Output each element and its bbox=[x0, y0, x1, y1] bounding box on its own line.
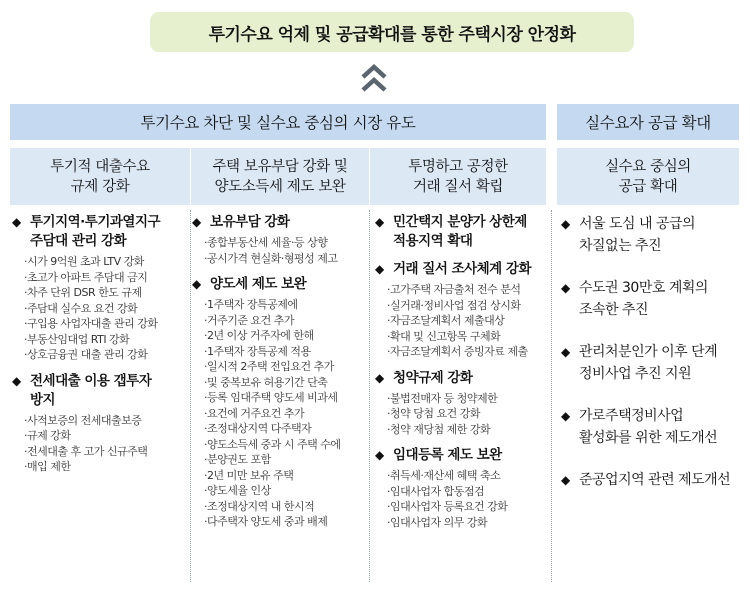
policy-measure-list bbox=[387, 282, 547, 360]
policy-section-title bbox=[192, 213, 368, 232]
policy-section-text bbox=[30, 213, 190, 251]
item-prefix: · bbox=[204, 453, 207, 466]
policy-measure-text: 상호금융권 대출 관리 강화 bbox=[27, 348, 148, 361]
policy-measure-text: 확대 및 신고항목 구체화 bbox=[390, 329, 501, 343]
item-prefix: · bbox=[24, 301, 27, 315]
policy-section-title bbox=[375, 213, 547, 251]
policy-measure-item bbox=[204, 514, 368, 530]
policy-measure-item bbox=[387, 406, 547, 422]
policy-section-title-line: 양도세 제도 보완 bbox=[210, 276, 307, 292]
diamond-bullet-icon: ◆ bbox=[12, 373, 21, 388]
diamond-bullet-icon: ◆ bbox=[561, 473, 570, 487]
diamond-bullet-icon: ◆ bbox=[375, 262, 384, 276]
column-heading-supply bbox=[557, 148, 739, 205]
item-prefix: · bbox=[204, 422, 207, 435]
policy-measure-list bbox=[204, 297, 368, 530]
diamond-bullet-icon: ◆ bbox=[12, 215, 21, 229]
policy-section bbox=[192, 275, 368, 530]
policy-measure-text: 임대사업자 등록요건 강화 bbox=[390, 500, 508, 513]
policy-section-title-line: 적용지역 확대 bbox=[393, 233, 473, 249]
policy-measure-item bbox=[204, 375, 368, 391]
policy-measure-text: 부동산임대업 RTI 강화 bbox=[27, 332, 130, 346]
policy-section-title bbox=[561, 469, 741, 491]
policy-measure-text: 종합부동산세 세율·등 상향 bbox=[207, 236, 328, 249]
policy-measure-text: 청약 재당첨 제한 강화 bbox=[390, 422, 491, 436]
policy-section bbox=[375, 260, 547, 360]
policy-section bbox=[561, 213, 741, 257]
policy-measure-text: 전세대출 후 고가 신규주택 bbox=[27, 444, 148, 458]
policy-measure-text: 공시가격 현실화·형평성 제고 bbox=[207, 251, 338, 265]
item-prefix: · bbox=[24, 460, 27, 473]
policy-measure-item bbox=[24, 347, 190, 363]
policy-measure-text: 구입용 사업자대출 관리 강화 bbox=[27, 317, 158, 330]
policy-section bbox=[561, 277, 741, 321]
policy-measure-text: 요건에 거주요건 추가 bbox=[207, 406, 305, 420]
policy-measure-text: 매입 제한 bbox=[27, 460, 71, 473]
item-prefix: · bbox=[24, 317, 27, 330]
item-prefix: · bbox=[24, 270, 27, 284]
policy-measure-item bbox=[204, 235, 368, 251]
policy-section-text bbox=[579, 213, 741, 257]
item-prefix: · bbox=[204, 437, 207, 451]
policy-measure-item bbox=[387, 391, 547, 407]
policy-section-text bbox=[393, 369, 547, 388]
policy-measure-item bbox=[204, 483, 368, 499]
diamond-bullet-icon: ◆ bbox=[561, 345, 570, 359]
policy-section-title-line: 투기지역·투기과열지구 bbox=[30, 214, 161, 230]
policy-section-title bbox=[561, 341, 741, 385]
policy-measure-item bbox=[24, 332, 190, 348]
policy-section-text bbox=[210, 213, 368, 232]
policy-section-title bbox=[375, 446, 547, 465]
policy-measure-text: 임대사업자 의무 강화 bbox=[390, 515, 488, 529]
diamond-bullet-icon: ◆ bbox=[375, 215, 384, 229]
policy-measure-item bbox=[387, 344, 547, 360]
policy-measure-item bbox=[204, 251, 368, 267]
policy-measure-item bbox=[204, 499, 368, 515]
column-body-tax-burden bbox=[192, 213, 368, 539]
policy-section-title bbox=[375, 369, 547, 388]
column-heading-line: 거래 질서 확립 bbox=[412, 178, 504, 195]
policy-section-title-line: 정비사업 추진 지원 bbox=[579, 366, 692, 382]
policy-measure-list bbox=[387, 468, 547, 530]
policy-section bbox=[561, 469, 741, 491]
policy-measure-item bbox=[24, 444, 190, 460]
policy-measure-text: 거주기준 요건 추가 bbox=[207, 313, 295, 327]
policy-measure-text: 취득세·재산세 혜택 축소 bbox=[390, 469, 501, 482]
policy-section-title bbox=[561, 405, 741, 449]
policy-measure-text: 양도세율 인상 bbox=[207, 484, 271, 497]
policy-measure-item bbox=[204, 390, 368, 406]
policy-section-title-line: 보유부담 강화 bbox=[210, 214, 290, 230]
item-prefix: · bbox=[24, 348, 27, 361]
policy-measure-text: 시가 9억원 초과 LTV 강화 bbox=[27, 255, 144, 268]
item-prefix: · bbox=[387, 469, 390, 482]
item-prefix: · bbox=[387, 484, 390, 498]
item-prefix: · bbox=[204, 360, 207, 373]
policy-measure-item bbox=[387, 282, 547, 298]
item-prefix: · bbox=[24, 444, 27, 458]
policy-measure-item bbox=[387, 298, 547, 314]
policy-section-title-line: 준공업지역 관련 제도개선 bbox=[579, 472, 731, 488]
item-prefix: · bbox=[24, 286, 27, 299]
policy-section-title bbox=[375, 260, 547, 279]
policy-measure-item bbox=[24, 285, 190, 301]
policy-measure-item bbox=[24, 459, 190, 475]
policy-section-title bbox=[192, 275, 368, 294]
policy-section-title-line: 서울 도심 내 공급의 bbox=[579, 216, 696, 232]
policy-section bbox=[375, 446, 547, 530]
item-prefix: · bbox=[204, 468, 207, 482]
column-body-fair-trade bbox=[375, 213, 547, 539]
policy-measure-item bbox=[204, 328, 368, 344]
policy-measure-item bbox=[204, 359, 368, 375]
diamond-bullet-icon: ◆ bbox=[561, 217, 570, 231]
item-prefix: · bbox=[204, 251, 207, 265]
policy-measure-text: 분양권도 포함 bbox=[207, 453, 271, 466]
column-heading-line: 공급 확대 bbox=[618, 178, 678, 195]
item-prefix: · bbox=[387, 500, 390, 513]
item-prefix: · bbox=[204, 375, 207, 389]
strategy-band-supply: 실수요자 공급 확대 bbox=[557, 104, 739, 140]
diamond-bullet-icon: ◆ bbox=[375, 370, 384, 385]
column-divider bbox=[190, 210, 191, 582]
policy-measure-text: 청약 당첨 요건 강화 bbox=[390, 407, 480, 420]
policy-section-title-line: 활성화를 위한 제도개선 bbox=[579, 430, 718, 446]
item-prefix: · bbox=[387, 515, 390, 529]
policy-section-text bbox=[579, 277, 741, 321]
policy-section-title-line: 관리처분인가 이후 단계 bbox=[579, 344, 718, 360]
policy-measure-item bbox=[387, 329, 547, 345]
policy-measure-item bbox=[387, 484, 547, 500]
policy-section-text bbox=[393, 260, 547, 279]
policy-measure-item bbox=[204, 313, 368, 329]
policy-section bbox=[12, 372, 190, 475]
policy-section-title bbox=[561, 213, 741, 257]
item-prefix: · bbox=[204, 406, 207, 420]
policy-measure-text: 차주 단위 DSR 한도 규제 bbox=[27, 286, 142, 299]
column-heading-loan-regulation bbox=[10, 148, 190, 205]
policy-goal-banner: 투기수요 억제 및 공급확대를 통한 주택시장 안정화 bbox=[150, 12, 634, 52]
policy-measure-text: 2년 미만 보유 주택 bbox=[207, 468, 294, 482]
policy-section-title bbox=[561, 277, 741, 321]
item-prefix: · bbox=[387, 407, 390, 420]
policy-measure-item bbox=[387, 468, 547, 484]
policy-measure-text: 불법전매자 등 청약제한 bbox=[390, 391, 498, 405]
column-heading-line: 주택 보유부담 강화 및 bbox=[212, 158, 348, 175]
item-prefix: · bbox=[24, 255, 27, 268]
policy-section-text bbox=[579, 405, 741, 449]
column-body-supply bbox=[561, 213, 741, 511]
policy-measure-list bbox=[24, 254, 190, 363]
item-prefix: · bbox=[204, 515, 207, 528]
policy-section bbox=[375, 369, 547, 438]
item-prefix: · bbox=[387, 329, 390, 343]
policy-section-title-line: 수도권 30만호 계획의 bbox=[579, 280, 708, 296]
policy-measure-item bbox=[204, 468, 368, 484]
item-prefix: · bbox=[387, 298, 390, 312]
policy-section bbox=[375, 213, 547, 251]
policy-measure-item bbox=[204, 452, 368, 468]
item-prefix: · bbox=[204, 344, 207, 358]
policy-section-title bbox=[12, 213, 190, 251]
item-prefix: · bbox=[387, 345, 390, 358]
policy-section-title-line: 임대등록 제도 보완 bbox=[393, 447, 502, 463]
policy-measure-text: 자금조달계획서 증빙자료 제출 bbox=[390, 345, 528, 358]
policy-section-title-line: 민간택지 분양가 상한제 bbox=[393, 214, 527, 230]
policy-measure-text: 2년 이상 거주자에 한해 bbox=[207, 329, 314, 342]
policy-section bbox=[561, 341, 741, 385]
policy-measure-item bbox=[204, 421, 368, 437]
policy-measure-text: 사적보증의 전세대출보증 bbox=[27, 413, 142, 427]
policy-section-text bbox=[30, 372, 190, 410]
column-heading-tax-burden bbox=[191, 148, 369, 205]
policy-section-text bbox=[579, 469, 741, 491]
policy-measure-text: 규제 강화 bbox=[27, 429, 71, 442]
policy-measure-item bbox=[24, 413, 190, 429]
policy-measure-text: 일시적 2주택 전입요건 추가 bbox=[207, 360, 334, 373]
policy-section bbox=[561, 405, 741, 449]
item-prefix: · bbox=[204, 236, 207, 249]
column-heading-line: 실수요 중심의 bbox=[605, 158, 691, 175]
policy-measure-item bbox=[24, 270, 190, 286]
policy-measure-item bbox=[387, 313, 547, 329]
policy-measure-text: 주담대 실수요 요건 강화 bbox=[27, 301, 138, 315]
policy-section bbox=[192, 213, 368, 266]
policy-measure-item bbox=[24, 428, 190, 444]
policy-section-text bbox=[393, 213, 547, 251]
item-prefix: · bbox=[387, 314, 390, 327]
item-prefix: · bbox=[204, 298, 207, 311]
column-heading-line: 투기적 대출수요 bbox=[50, 158, 150, 175]
item-prefix: · bbox=[204, 499, 207, 513]
item-prefix: · bbox=[204, 391, 207, 404]
policy-section-title-line: 가로주택정비사업 bbox=[579, 408, 684, 424]
policy-section-title-line: 방지 bbox=[30, 391, 56, 408]
policy-measure-item bbox=[24, 254, 190, 270]
item-prefix: · bbox=[387, 283, 390, 296]
policy-measure-list bbox=[387, 391, 547, 438]
strategy-band-demand: 투기수요 차단 및 실수요 중심의 시장 유도 bbox=[10, 104, 546, 140]
item-prefix: · bbox=[24, 429, 27, 442]
item-prefix: · bbox=[204, 329, 207, 342]
policy-measure-text: 다주택자 양도세 중과 배제 bbox=[207, 515, 328, 528]
policy-section-title-line: 전세대출 이용 갭투자 bbox=[30, 372, 152, 389]
policy-measure-text: 임대사업자 합동점검 bbox=[390, 484, 485, 498]
policy-measure-text: 고가주택 자금출처 전수 분석 bbox=[390, 283, 521, 296]
policy-measure-text: 양도소득세 중과 시 주택 수에 bbox=[207, 437, 341, 451]
policy-measure-text: 1주택자 장특공제 적용 bbox=[207, 344, 311, 358]
item-prefix: · bbox=[204, 313, 207, 327]
item-prefix: · bbox=[387, 422, 390, 436]
policy-measure-text: 및 중복보유 허용기간 단축 bbox=[207, 375, 328, 389]
column-divider bbox=[369, 210, 370, 582]
policy-section-text bbox=[210, 275, 368, 294]
diamond-bullet-icon: ◆ bbox=[561, 409, 570, 423]
policy-measure-text: 조정대상지역 내 한시적 bbox=[207, 499, 315, 513]
policy-section bbox=[12, 213, 190, 363]
policy-section-title-line: 차질없는 추진 bbox=[579, 238, 662, 254]
policy-measure-text: 1주택자 장특공제에 bbox=[207, 298, 298, 311]
policy-measure-list bbox=[24, 413, 190, 475]
policy-measure-item bbox=[204, 406, 368, 422]
column-divider bbox=[551, 210, 552, 582]
policy-measure-item bbox=[204, 344, 368, 360]
item-prefix: · bbox=[204, 484, 207, 497]
policy-measure-item bbox=[204, 437, 368, 453]
policy-measure-item bbox=[204, 297, 368, 313]
policy-measure-text: 실거래·정비사업 점검 상시화 bbox=[390, 298, 521, 312]
policy-section-text bbox=[579, 341, 741, 385]
policy-section-title-line: 거래 질서 조사체계 강화 bbox=[393, 261, 532, 277]
policy-measure-item bbox=[387, 422, 547, 438]
item-prefix: · bbox=[24, 332, 27, 346]
policy-measure-item bbox=[24, 316, 190, 332]
policy-measure-item bbox=[387, 515, 547, 531]
column-heading-line: 투명하고 공정한 bbox=[408, 158, 508, 175]
policy-section-title-line: 청약규제 강화 bbox=[393, 369, 473, 386]
column-heading-line: 규제 강화 bbox=[70, 178, 130, 195]
policy-section-text bbox=[393, 446, 547, 465]
column-body-loan-regulation bbox=[12, 213, 190, 484]
policy-section-title bbox=[12, 372, 190, 410]
double-chevron-up-icon bbox=[356, 60, 392, 96]
item-prefix: · bbox=[387, 391, 390, 405]
policy-measure-list bbox=[204, 235, 368, 266]
policy-measure-text: 자금조달계획서 제출대상 bbox=[390, 314, 505, 327]
policy-measure-item bbox=[24, 301, 190, 317]
policy-measure-text: 초고가 아파트 주담대 금지 bbox=[27, 270, 148, 284]
diamond-bullet-icon: ◆ bbox=[561, 281, 570, 295]
policy-section-title-line: 주담대 관리 강화 bbox=[30, 233, 127, 249]
diamond-bullet-icon: ◆ bbox=[192, 277, 201, 291]
diamond-bullet-icon: ◆ bbox=[192, 215, 201, 229]
policy-section-title-line: 조속한 추진 bbox=[579, 302, 649, 318]
diamond-bullet-icon: ◆ bbox=[375, 448, 384, 462]
column-heading-fair-trade bbox=[370, 148, 546, 205]
column-heading-line: 양도소득세 제도 보완 bbox=[214, 178, 346, 195]
policy-measure-text: 조정대상지역 다주택자 bbox=[207, 422, 312, 435]
policy-measure-text: 등록 임대주택 양도세 비과세 bbox=[207, 391, 338, 404]
item-prefix: · bbox=[24, 413, 27, 427]
policy-measure-item bbox=[387, 499, 547, 515]
